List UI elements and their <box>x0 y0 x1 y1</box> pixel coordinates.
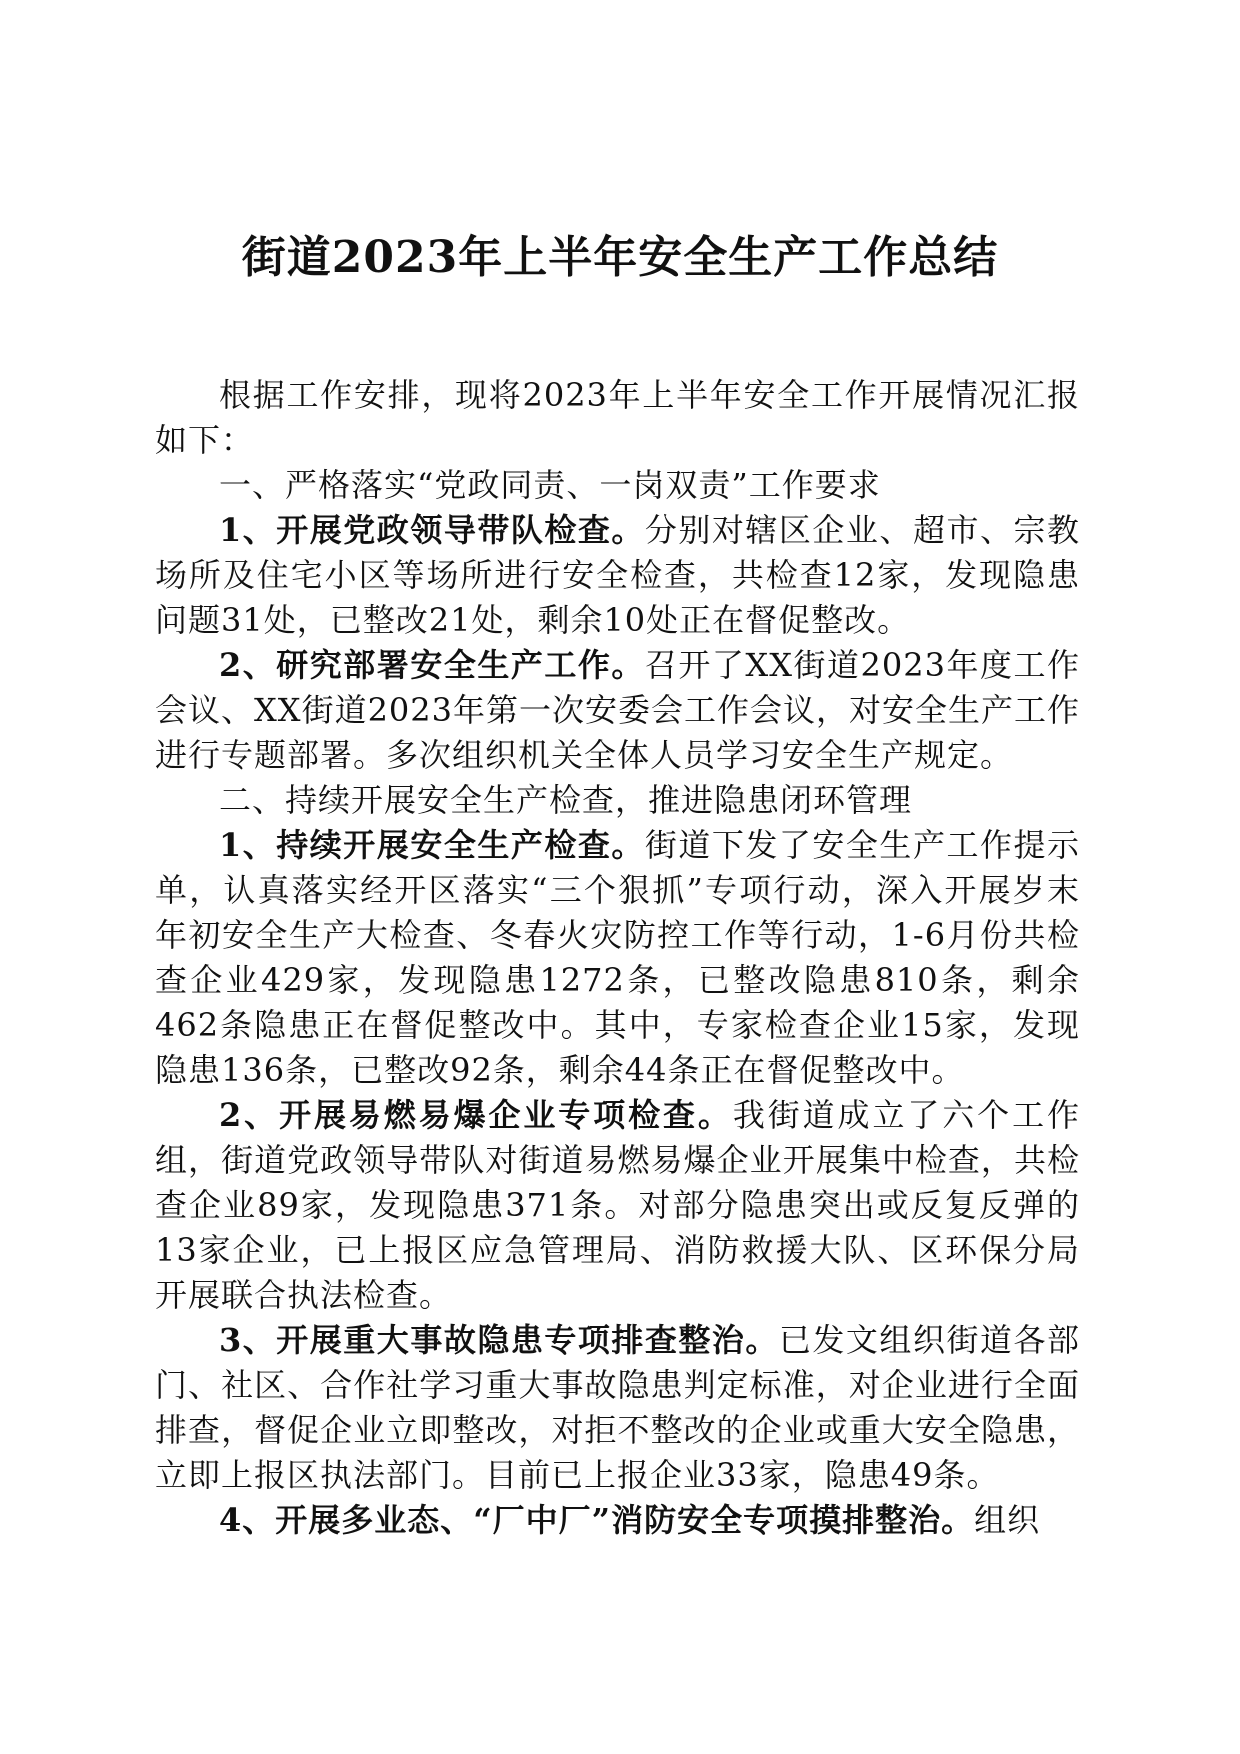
section-1-item-1 <box>155 508 1080 643</box>
section-2-heading: 二、持续开展安全生产检查，推进隐患闭环管理 <box>219 781 913 819</box>
item-text: 我街道成立了六个工作组，街道党政领导带队对街道易燃易爆企业开展集中检查，共检查企业89家，发现隐患371条。对部分隐患突出或反复反弹的13家企业，已上报区应急管理局、消防救援大队、区环保分局开展联合执法检查。 <box>155 1096 1080 1314</box>
section-1-heading: 一、严格落实“党政同责、一岗双责”工作要求 <box>219 466 881 504</box>
item-lead: 2、研究部署安全生产工作。 <box>219 646 645 684</box>
intro-paragraph: 根据工作安排，现将2023年上半年安全工作开展情况汇报如下： <box>155 376 1080 459</box>
section-2-item-1 <box>155 823 1080 1093</box>
item-lead: 3、开展重大事故隐患专项排查整治。 <box>219 1321 779 1359</box>
section-2-item-4 <box>155 1498 1080 1543</box>
document-body <box>155 373 1080 1543</box>
section-1-item-2 <box>155 643 1080 778</box>
item-lead: 2、开展易燃易爆企业专项检查。 <box>219 1096 733 1134</box>
item-text: 召开了XX街道2023年度工作会议、XX街道2023年第一次安委会工作会议，对安全生产工作进行专题部署。多次组织机关全体人员学习安全生产规定。 <box>155 646 1081 774</box>
item-text: 组织 <box>974 1501 1041 1539</box>
item-lead: 1、开展党政领导带队检查。 <box>219 511 645 549</box>
section-2-item-2 <box>155 1093 1080 1318</box>
item-text: 已发文组织街道各部门、社区、合作社学习重大事故隐患判定标准，对企业进行全面排查，督促企业立即整改，对拒不整改的企业或重大安全隐患，立即上报区执法部门。目前已上报企业33家，隐患49条。 <box>155 1321 1080 1494</box>
item-lead: 4、开展多业态、“厂中厂”消防安全专项摸排整治。 <box>219 1501 975 1539</box>
item-text: 街道下发了安全生产工作提示单，认真落实经开区落实“三个狠抓”专项行动，深入开展岁末年初安全生产大检查、冬春火灾防控工作等行动，1-6月份共检查企业429家，发现隐患1272条，已整改隐患810条，剩余462条隐患正在督促整改中。其中，专家检查企业15家，发现隐患136条，已整改92条，剩余44条正在督促整改中。 <box>155 826 1080 1089</box>
section-2-item-3 <box>155 1318 1080 1498</box>
item-lead: 1、持续开展安全生产检查。 <box>219 826 645 864</box>
document-title: 街道2023年上半年安全生产工作总结 <box>241 232 999 283</box>
item-text: 分别对辖区企业、超市、宗教场所及住宅小区等场所进行安全检查，共检查12家，发现隐患问题31处，已整改21处，剩余10处正在督促整改。 <box>155 511 1080 639</box>
